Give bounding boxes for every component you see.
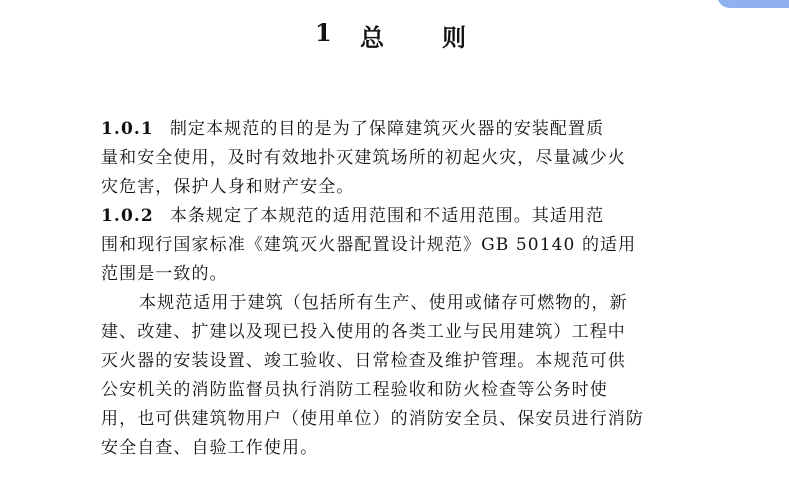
clause-text: 制定本规范的目的是为了保障建筑灭火器的安装配置质 (169, 119, 605, 139)
corner-tab[interactable] (717, 0, 789, 8)
body-text (101, 115, 696, 473)
chapter-number: 1 (315, 18, 332, 47)
paragraph-line-5: 用，也可供建筑物用户（使用单位）的消防安全员、保安员进行消防 (101, 409, 644, 429)
paragraph-line-6: 安全自查、自验工作使用。 (101, 438, 319, 458)
cut-off-text-line (101, 463, 696, 473)
paragraph-line-4: 公安机关的消防监督员执行消防工程验收和防火检查等公务时使 (101, 380, 608, 400)
paragraph-line-1: 本规范适用于建筑（包括所有生产、使用或储存可燃物的，新 (139, 293, 628, 313)
clause-1-0-1-line-2: 量和安全使用，及时有效地扑灭建筑场所的初起火灾，尽量减少火 (101, 148, 626, 168)
chapter-heading (0, 18, 789, 52)
paragraph-line-3: 灭火器的安装设置、竣工验收、日常检查及维护管理。本规范可供 (101, 351, 626, 371)
clause-number: 1.0.1 (101, 119, 154, 139)
clause-1-0-1-line-1 (101, 115, 696, 144)
clause-1-0-1-line-3: 灾危害，保护人身和财产安全。 (101, 177, 355, 197)
clause-1-0-2-line-2: 围和现行国家标准《建筑灭火器配置设计规范》GB 50140 的适用 (101, 235, 637, 255)
clause-1-0-2-line-1 (101, 202, 696, 231)
clause-1-0-2-line-3: 范围是一致的。 (101, 264, 228, 284)
chapter-title-char-1: 总 (360, 23, 384, 52)
chapter-title-char-2: 则 (442, 23, 466, 52)
paragraph-line-2: 建、改建、扩建以及现已投入使用的各类工业与民用建筑）工程中 (101, 322, 626, 342)
clause-number: 1.0.2 (101, 206, 154, 226)
clause-text: 本条规定了本规范的适用范围和不适用范围。其适用范 (169, 206, 605, 226)
